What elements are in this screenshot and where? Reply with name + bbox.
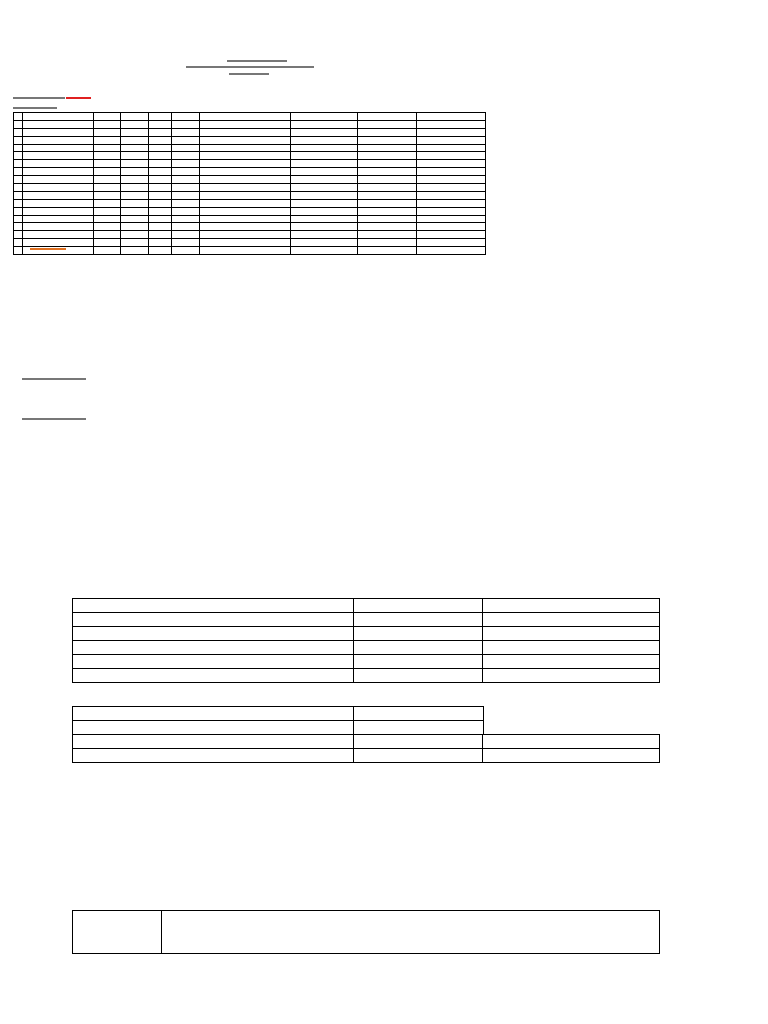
personnel-cell [149, 136, 172, 144]
personnel-cell [14, 120, 23, 128]
personnel-cell [94, 128, 121, 136]
personnel-cell [358, 191, 417, 199]
personnel-cell [417, 239, 486, 247]
personnel-cell [94, 247, 121, 255]
label-direccion [73, 627, 354, 641]
personnel-cell [172, 191, 200, 199]
personnel-cell [417, 247, 486, 255]
personnel-cell [200, 113, 291, 121]
personnel-cell [358, 247, 417, 255]
personnel-row [14, 191, 486, 199]
personnel-cell [121, 215, 149, 223]
personnel-cell [417, 136, 486, 144]
label-rep-legal [73, 707, 354, 721]
value-email [354, 641, 483, 655]
value-fecha-resolucion [354, 669, 483, 683]
personnel-cell [291, 113, 358, 121]
personnel-cell [94, 231, 121, 239]
coordinator-name [162, 911, 660, 954]
cell-empty [483, 627, 660, 641]
personnel-cell [149, 168, 172, 176]
personnel-cell [358, 136, 417, 144]
personnel-cell [149, 120, 172, 128]
personnel-cell [358, 239, 417, 247]
personnel-row [14, 152, 486, 160]
personnel-cell [94, 176, 121, 184]
personnel-cell [417, 176, 486, 184]
personnel-cell [149, 199, 172, 207]
personnel-cell [291, 207, 358, 215]
personnel-cell [14, 223, 23, 231]
personnel-cell [121, 152, 149, 160]
personnel-cell [94, 199, 121, 207]
value-tel-celular [483, 669, 660, 683]
personnel-cell [14, 152, 23, 160]
personnel-cell [23, 223, 94, 231]
personnel-cell [23, 136, 94, 144]
personnel-cell [172, 239, 200, 247]
personnel-cell [149, 207, 172, 215]
personnel-cell [172, 160, 200, 168]
personnel-cell [200, 184, 291, 192]
rep-legal-table [72, 706, 484, 735]
personnel-cell [200, 199, 291, 207]
personnel-cell [417, 184, 486, 192]
personnel-cell [121, 199, 149, 207]
personnel-cell [200, 136, 291, 144]
retired-label [22, 418, 86, 420]
personnel-cell [23, 184, 94, 192]
personnel-cell [417, 128, 486, 136]
personnel-cell [291, 168, 358, 176]
personnel-cell [200, 128, 291, 136]
personnel-cell [14, 176, 23, 184]
value-direccion [73, 641, 354, 655]
value-coordinador [73, 749, 354, 763]
label-email [354, 627, 483, 641]
personnel-cell [358, 113, 417, 121]
personnel-cell [94, 160, 121, 168]
label-fecha-resolucion [354, 655, 483, 669]
personnel-cell [121, 247, 149, 255]
personnel-cell [121, 207, 149, 215]
personnel-cell [291, 136, 358, 144]
label-cedula-2 [354, 735, 483, 749]
personnel-cell [14, 184, 23, 192]
personnel-cell [149, 113, 172, 121]
value-nit [354, 613, 483, 627]
personnel-cell [172, 207, 200, 215]
personnel-cell [417, 144, 486, 152]
personnel-cell [200, 207, 291, 215]
personnel-cell [121, 231, 149, 239]
personnel-cell [172, 120, 200, 128]
personnel-cell [121, 239, 149, 247]
personnel-row [14, 160, 486, 168]
personnel-cell [121, 120, 149, 128]
personnel-cell [200, 223, 291, 231]
personnel-cell [94, 136, 121, 144]
small-date-label [13, 107, 57, 109]
label-coordinador [73, 735, 354, 749]
personnel-row [14, 128, 486, 136]
personnel-cell [14, 207, 23, 215]
personnel-cell [358, 215, 417, 223]
personnel-cell [121, 128, 149, 136]
personnel-cell [121, 168, 149, 176]
personnel-cell [172, 199, 200, 207]
personnel-cell [200, 215, 291, 223]
personnel-cell [23, 144, 94, 152]
value-tel-fijo [483, 613, 660, 627]
personnel-cell [200, 168, 291, 176]
categories-label [30, 248, 66, 250]
label-tel-fijo [483, 599, 660, 613]
personnel-cell [23, 199, 94, 207]
personnel-cell [291, 152, 358, 160]
value-cedula-1 [354, 721, 484, 735]
small-title-2 [186, 66, 314, 68]
personnel-cell [149, 247, 172, 255]
personnel-cell [14, 160, 23, 168]
personnel-cell [200, 176, 291, 184]
personnel-cell [121, 144, 149, 152]
personnel-cell [200, 120, 291, 128]
personnel-grid [13, 112, 486, 255]
value-cedula-2 [354, 749, 483, 763]
personnel-cell [358, 168, 417, 176]
personnel-row [14, 223, 486, 231]
personnel-cell [14, 231, 23, 239]
personnel-cell [358, 144, 417, 152]
personnel-row [14, 184, 486, 192]
personnel-cell [172, 136, 200, 144]
personnel-cell [121, 184, 149, 192]
personnel-row [14, 136, 486, 144]
personnel-row [14, 199, 486, 207]
personnel-cell [291, 144, 358, 152]
personnel-cell [23, 160, 94, 168]
label-tel-celular [483, 655, 660, 669]
value-entidad [73, 613, 354, 627]
personnel-cell [172, 184, 200, 192]
personnel-cell [121, 136, 149, 144]
personnel-cell [121, 176, 149, 184]
personnel-cell [14, 215, 23, 223]
coordinator-red-table [72, 734, 660, 763]
entity-table [72, 598, 660, 683]
personnel-cell [172, 168, 200, 176]
small-title-3 [229, 73, 269, 75]
personnel-cell [23, 152, 94, 160]
personnel-cell [23, 113, 94, 121]
personnel-cell [291, 223, 358, 231]
personnel-cell [14, 239, 23, 247]
value-resolucion [73, 669, 354, 683]
personnel-cell [358, 231, 417, 239]
personnel-cell [291, 160, 358, 168]
personnel-cell [94, 152, 121, 160]
personnel-cell [172, 113, 200, 121]
personnel-row [14, 120, 486, 128]
personnel-cell [172, 231, 200, 239]
personnel-cell [14, 191, 23, 199]
personnel-cell [23, 128, 94, 136]
personnel-cell [417, 152, 486, 160]
value-rep-legal [73, 721, 354, 735]
personnel-cell [94, 168, 121, 176]
vehicles-label [22, 378, 86, 380]
personnel-cell [172, 223, 200, 231]
personnel-cell [200, 152, 291, 160]
personnel-cell [14, 199, 23, 207]
personnel-cell [358, 120, 417, 128]
personnel-cell [417, 191, 486, 199]
personnel-cell [94, 120, 121, 128]
personnel-cell [358, 160, 417, 168]
personnel-row [14, 215, 486, 223]
personnel-cell [291, 176, 358, 184]
personnel-cell [121, 223, 149, 231]
personnel-cell [149, 215, 172, 223]
personnel-cell [358, 223, 417, 231]
personnel-cell [23, 239, 94, 247]
coordinator-table [72, 910, 660, 954]
personnel-cell [358, 152, 417, 160]
personnel-cell [291, 215, 358, 223]
label-entidad [73, 599, 354, 613]
personnel-cell [417, 223, 486, 231]
personnel-cell [200, 144, 291, 152]
personnel-cell [200, 191, 291, 199]
personnel-cell [358, 176, 417, 184]
personnel-cell [14, 247, 23, 255]
coordinator-label [73, 911, 162, 954]
personnel-cell [94, 223, 121, 231]
personnel-cell [200, 231, 291, 239]
personnel-cell [291, 184, 358, 192]
personnel-cell [417, 160, 486, 168]
personnel-cell [149, 152, 172, 160]
personnel-cell [23, 168, 94, 176]
personnel-cell [23, 191, 94, 199]
personnel-cell [14, 113, 23, 121]
personnel-cell [149, 184, 172, 192]
personnel-cell [172, 215, 200, 223]
personnel-cell [94, 215, 121, 223]
personnel-cell [200, 239, 291, 247]
label-cedula-1 [354, 707, 484, 721]
small-company-value [66, 97, 91, 99]
label-resolucion [73, 655, 354, 669]
value-tel-fijo-cel [483, 749, 660, 763]
personnel-cell [417, 168, 486, 176]
personnel-cell [291, 199, 358, 207]
label-tel-fijo-cel [483, 735, 660, 749]
personnel-cell [121, 113, 149, 121]
personnel-cell [291, 120, 358, 128]
personnel-cell [172, 247, 200, 255]
personnel-cell [14, 128, 23, 136]
personnel-cell [358, 207, 417, 215]
personnel-cell [172, 128, 200, 136]
personnel-cell [172, 176, 200, 184]
personnel-row [14, 144, 486, 152]
personnel-cell [94, 239, 121, 247]
cell-empty [483, 641, 660, 655]
personnel-row [14, 207, 486, 215]
personnel-row [14, 247, 486, 255]
personnel-cell [149, 176, 172, 184]
personnel-cell [23, 176, 94, 184]
personnel-cell [200, 160, 291, 168]
personnel-cell [172, 152, 200, 160]
personnel-row [14, 239, 486, 247]
small-company-label [13, 97, 65, 99]
personnel-cell [23, 120, 94, 128]
personnel-cell [417, 120, 486, 128]
personnel-cell [172, 144, 200, 152]
personnel-cell [417, 231, 486, 239]
personnel-cell [121, 191, 149, 199]
personnel-cell [14, 136, 23, 144]
personnel-cell [23, 215, 94, 223]
small-title-1 [227, 60, 287, 62]
personnel-cell [417, 215, 486, 223]
personnel-cell [149, 223, 172, 231]
personnel-cell [94, 144, 121, 152]
personnel-cell [291, 231, 358, 239]
personnel-cell [149, 160, 172, 168]
personnel-cell [149, 231, 172, 239]
personnel-cell [94, 184, 121, 192]
personnel-cell [417, 113, 486, 121]
personnel-cell [200, 247, 291, 255]
personnel-cell [94, 191, 121, 199]
personnel-cell [23, 207, 94, 215]
personnel-cell [149, 191, 172, 199]
personnel-cell [94, 207, 121, 215]
personnel-cell [291, 247, 358, 255]
personnel-row [14, 168, 486, 176]
personnel-cell [291, 191, 358, 199]
personnel-cell [149, 239, 172, 247]
personnel-cell [417, 199, 486, 207]
personnel-row [14, 113, 486, 121]
personnel-cell [14, 144, 23, 152]
personnel-cell [417, 207, 486, 215]
personnel-row [14, 176, 486, 184]
personnel-cell [23, 231, 94, 239]
personnel-cell [14, 168, 23, 176]
label-nit [354, 599, 483, 613]
personnel-cell [291, 128, 358, 136]
personnel-cell [358, 184, 417, 192]
personnel-cell [94, 113, 121, 121]
personnel-cell [149, 128, 172, 136]
personnel-cell [121, 160, 149, 168]
personnel-cell [291, 239, 358, 247]
personnel-row [14, 231, 486, 239]
personnel-cell [358, 128, 417, 136]
personnel-cell [149, 144, 172, 152]
personnel-cell [358, 199, 417, 207]
